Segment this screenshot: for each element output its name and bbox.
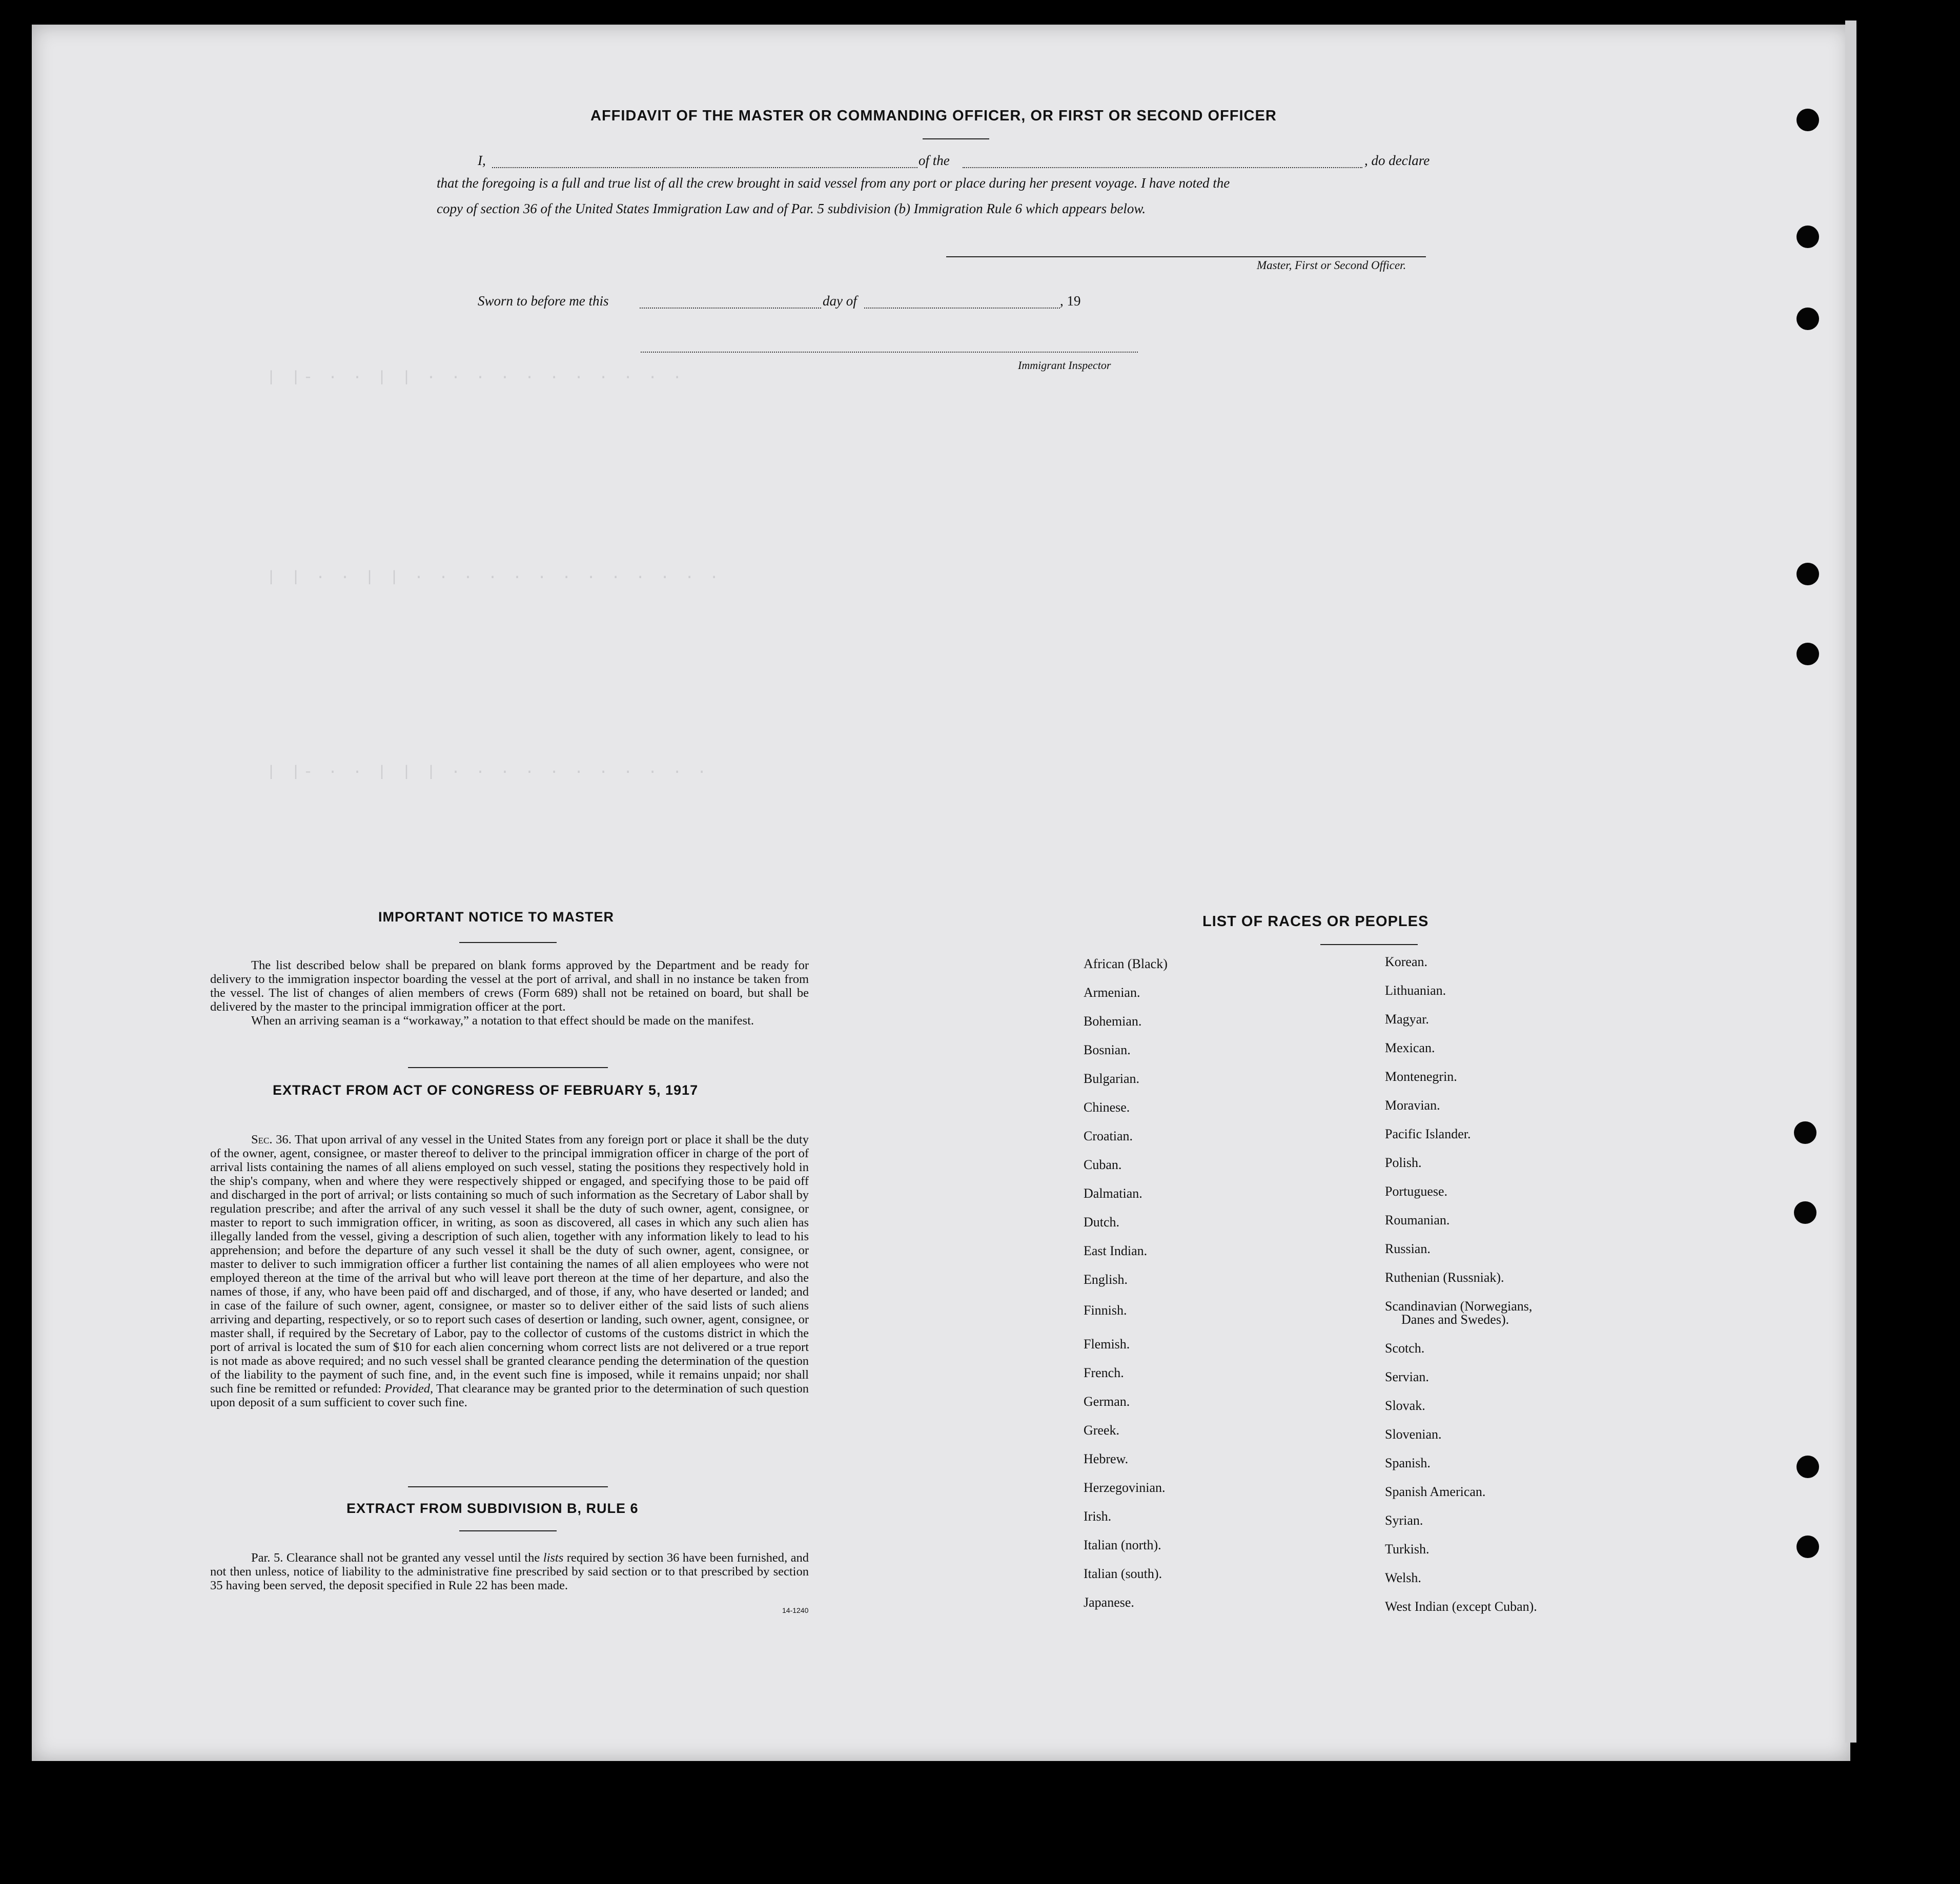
race-item: Bulgarian. — [1084, 1071, 1140, 1086]
bleed-through-marks: | |- · · | | · · · · · · · · · · · — [267, 369, 685, 386]
race-item: Armenian. — [1084, 985, 1140, 1000]
race-item: Russian. — [1385, 1241, 1431, 1256]
race-item: French. — [1084, 1365, 1124, 1380]
signature-label: Master, First or Second Officer. — [1257, 259, 1406, 272]
vessel-blank — [963, 167, 1362, 168]
proviso-text: That clearance may be granted prior to the determination of such question upon deposit of a sum sufficient to cover such fine. — [210, 1382, 809, 1409]
binder-hole — [1796, 226, 1819, 248]
sworn-day-blank — [640, 308, 821, 309]
binder-hole — [1796, 308, 1819, 330]
races-underline — [1320, 944, 1418, 945]
race-item: Danes and Swedes). — [1401, 1312, 1509, 1327]
race-item: Bohemian. — [1084, 1014, 1142, 1029]
form-number: 14-1240 — [782, 1606, 809, 1614]
rule-text-lists: lists — [543, 1551, 564, 1565]
notice-title: IMPORTANT NOTICE TO MASTER — [378, 909, 614, 925]
race-item: Croatian. — [1084, 1129, 1133, 1143]
race-item: Servian. — [1385, 1369, 1429, 1384]
affidavit-i-label: I, — [478, 153, 486, 168]
races-left-column — [1084, 956, 1168, 1624]
binder-hole — [1796, 1535, 1819, 1558]
affidavit-title: AFFIDAVIT OF THE MASTER OR COMMANDING OFFICER, OR FIRST OR SECOND OFFICER — [590, 108, 1277, 124]
rule-text-start: Par. 5. Clearance shall not be granted any vessel until the — [251, 1551, 540, 1565]
race-item: Korean. — [1385, 954, 1428, 969]
rule-extract-title: EXTRACT FROM SUBDIVISION B, RULE 6 — [346, 1501, 639, 1516]
notice-underline — [459, 942, 557, 943]
race-item: Herzegovinian. — [1084, 1480, 1166, 1495]
race-item: Italian (north). — [1084, 1538, 1161, 1552]
bleed-through-marks: | | · · | | · · · · · · · · · · · · · — [267, 569, 722, 586]
section-divider — [408, 1486, 608, 1487]
sworn-month-blank — [864, 308, 1060, 309]
race-item: Syrian. — [1385, 1513, 1423, 1528]
document-page — [32, 25, 1850, 1761]
race-item: German. — [1084, 1394, 1130, 1409]
rule-text-rest: required by section 36 have been furnished, and not then unless, notice of liability to the administrative fine prescribed by said section or to that prescribed by section 35 having been served, the deposit specified in Rule 22 has been made. — [210, 1551, 809, 1592]
race-item: East Indian. — [1084, 1243, 1148, 1258]
race-item: Portuguese. — [1385, 1184, 1448, 1199]
notice-body — [210, 958, 809, 1028]
race-item: Dalmatian. — [1084, 1186, 1142, 1201]
race-item: Greek. — [1084, 1423, 1120, 1438]
race-item: Italian (south). — [1084, 1566, 1162, 1581]
race-item: Dutch. — [1084, 1215, 1120, 1230]
race-item: Flemish. — [1084, 1337, 1130, 1351]
race-item: Roumanian. — [1385, 1213, 1450, 1227]
race-item: Montenegrin. — [1385, 1069, 1457, 1084]
affidavit-of-the-label: of the — [918, 153, 950, 168]
race-item: Pacific Islander. — [1385, 1127, 1471, 1141]
proviso-label: Provided, — [384, 1382, 434, 1396]
section-divider — [408, 1067, 608, 1068]
race-item: Lithuanian. — [1385, 983, 1446, 998]
race-item: Ruthenian (Russniak). — [1385, 1270, 1504, 1285]
race-item: Welsh. — [1385, 1570, 1421, 1585]
binder-hole — [1796, 109, 1819, 131]
act-extract-body — [210, 1133, 809, 1409]
affidavit-declare-label: , do declare — [1364, 153, 1430, 168]
section-label: Sec. 36. — [251, 1133, 292, 1146]
race-item: Scotch. — [1385, 1341, 1425, 1356]
day-of-label: day of — [823, 293, 857, 309]
binder-hole — [1794, 1201, 1816, 1224]
race-item: Slovenian. — [1385, 1427, 1442, 1442]
binder-hole — [1796, 643, 1819, 665]
affidavit-statement-line-2: copy of section 36 of the United States Immigration Law and of Par. 5 subdivision (b) Immigration Rule 6 which appears below. — [437, 201, 1146, 216]
title-underline — [923, 138, 989, 139]
race-item: English. — [1084, 1272, 1128, 1287]
notice-paragraph: The list described below shall be prepared on blank forms approved by the Department and be ready for delivery to the immigration inspector boarding the vessel at the port of arrival, and shall in no instance be taken from the vessel. The list of changes of alien members of crews (Form 689) shall not be retained on board, but shall be delivered by the master to the principal immigration officer at the port. — [210, 958, 809, 1014]
race-item: Slovak. — [1385, 1398, 1425, 1413]
year-label: , 19 — [1060, 293, 1081, 309]
race-item: Chinese. — [1084, 1100, 1130, 1115]
race-item: West Indian (except Cuban). — [1385, 1599, 1537, 1614]
inspector-signature-line — [641, 352, 1138, 353]
rule-extract-underline — [459, 1530, 557, 1531]
race-item: Mexican. — [1385, 1040, 1435, 1055]
race-item: Turkish. — [1385, 1542, 1430, 1557]
binder-hole — [1796, 563, 1819, 585]
bleed-through-marks: | |- · · | | | · · · · · · · · · · · — [267, 764, 710, 781]
binder-hole — [1796, 1456, 1819, 1478]
act-extract-title: EXTRACT FROM ACT OF CONGRESS OF FEBRUARY 5, 1917 — [273, 1082, 699, 1098]
races-right-column — [1385, 954, 1537, 1628]
race-item: Cuban. — [1084, 1157, 1122, 1172]
section-text: That upon arrival of any vessel in the United States from any foreign port or place it shall be the duty of the owner, agent, consignee, or master thereof to deliver to the principal immigration officer in charge of the port of arrival lists containing the names of all aliens employed on such vessel, stating the positions they respectively hold in the ship's company, when and where they were respectively shipped or engaged, and specifying those to be paid off and discharged in the port of arrival; or lists containing so much of such information as the Secretary of Labor shall by regulation prescribe; and after the arrival of any such vessel it shall be the duty of such owner, agent, consignee, or master to report to such immigration officer, in writing, as soon as discovered, all cases in which any such alien has illegally landed from the vessel, giving a description of such alien, together with any information likely to lead to his apprehension; and before the departure of any such vessel it shall be the duty of such owner, agent, consignee, or master to deliver to such immigration officer a further list containing the names of all alien employees who were not employed thereon at the time of the arrival but who will leave port thereon at the time of her departure, and also the names of those, if any, who have been paid off and discharged, and of those, if any, who have deserted or landed; and in case of the failure of such owner, agent, consignee, or master so to deliver either of the said lists of such aliens arriving and departing, respectively, or so to report such cases of desertion or landing, such owner, agent, consignee, or master shall, if required by the Secretary of Labor, pay to the collector of customs of the customs district in which the port of arrival is located the sum of $10 for each alien concerning whom correct lists are not delivered or a true report is not made as above required; and no such vessel shall be granted clearance pending the determination of the question of the liability to the payment of such fine, and, in the event such fine is imposed, while it remains unpaid; nor shall such fine be remitted or refunded: — [210, 1133, 809, 1396]
race-item: Magyar. — [1385, 1012, 1429, 1027]
race-item: Finnish. — [1084, 1303, 1127, 1318]
race-item: African (Black) — [1084, 956, 1168, 971]
inspector-label: Immigrant Inspector — [1018, 359, 1111, 372]
sworn-label: Sworn to before me this — [478, 293, 609, 309]
race-item: Hebrew. — [1084, 1451, 1129, 1466]
race-item: Japanese. — [1084, 1595, 1134, 1610]
race-item: Irish. — [1084, 1509, 1112, 1524]
race-item: Polish. — [1385, 1155, 1422, 1170]
race-item: Scandinavian (Norwegians, — [1385, 1299, 1533, 1314]
page-edge — [1845, 21, 1856, 1743]
affidavit-statement-line-1: that the foregoing is a full and true list of all the crew brought in said vessel from any port or place during her present voyage. I have noted the — [437, 175, 1230, 191]
rule-extract-body — [210, 1551, 809, 1592]
race-item: Bosnian. — [1084, 1042, 1131, 1057]
signature-line — [946, 256, 1426, 257]
notice-paragraph: When an arriving seaman is a “workaway,” a notation to that effect should be made on the manifest. — [251, 1014, 754, 1028]
race-item: Moravian. — [1385, 1098, 1440, 1113]
races-title: LIST OF RACES OR PEOPLES — [1202, 913, 1429, 930]
race-item: Spanish. — [1385, 1456, 1431, 1470]
race-item: Spanish American. — [1385, 1484, 1486, 1499]
binder-hole — [1794, 1121, 1816, 1144]
name-blank — [492, 167, 917, 168]
